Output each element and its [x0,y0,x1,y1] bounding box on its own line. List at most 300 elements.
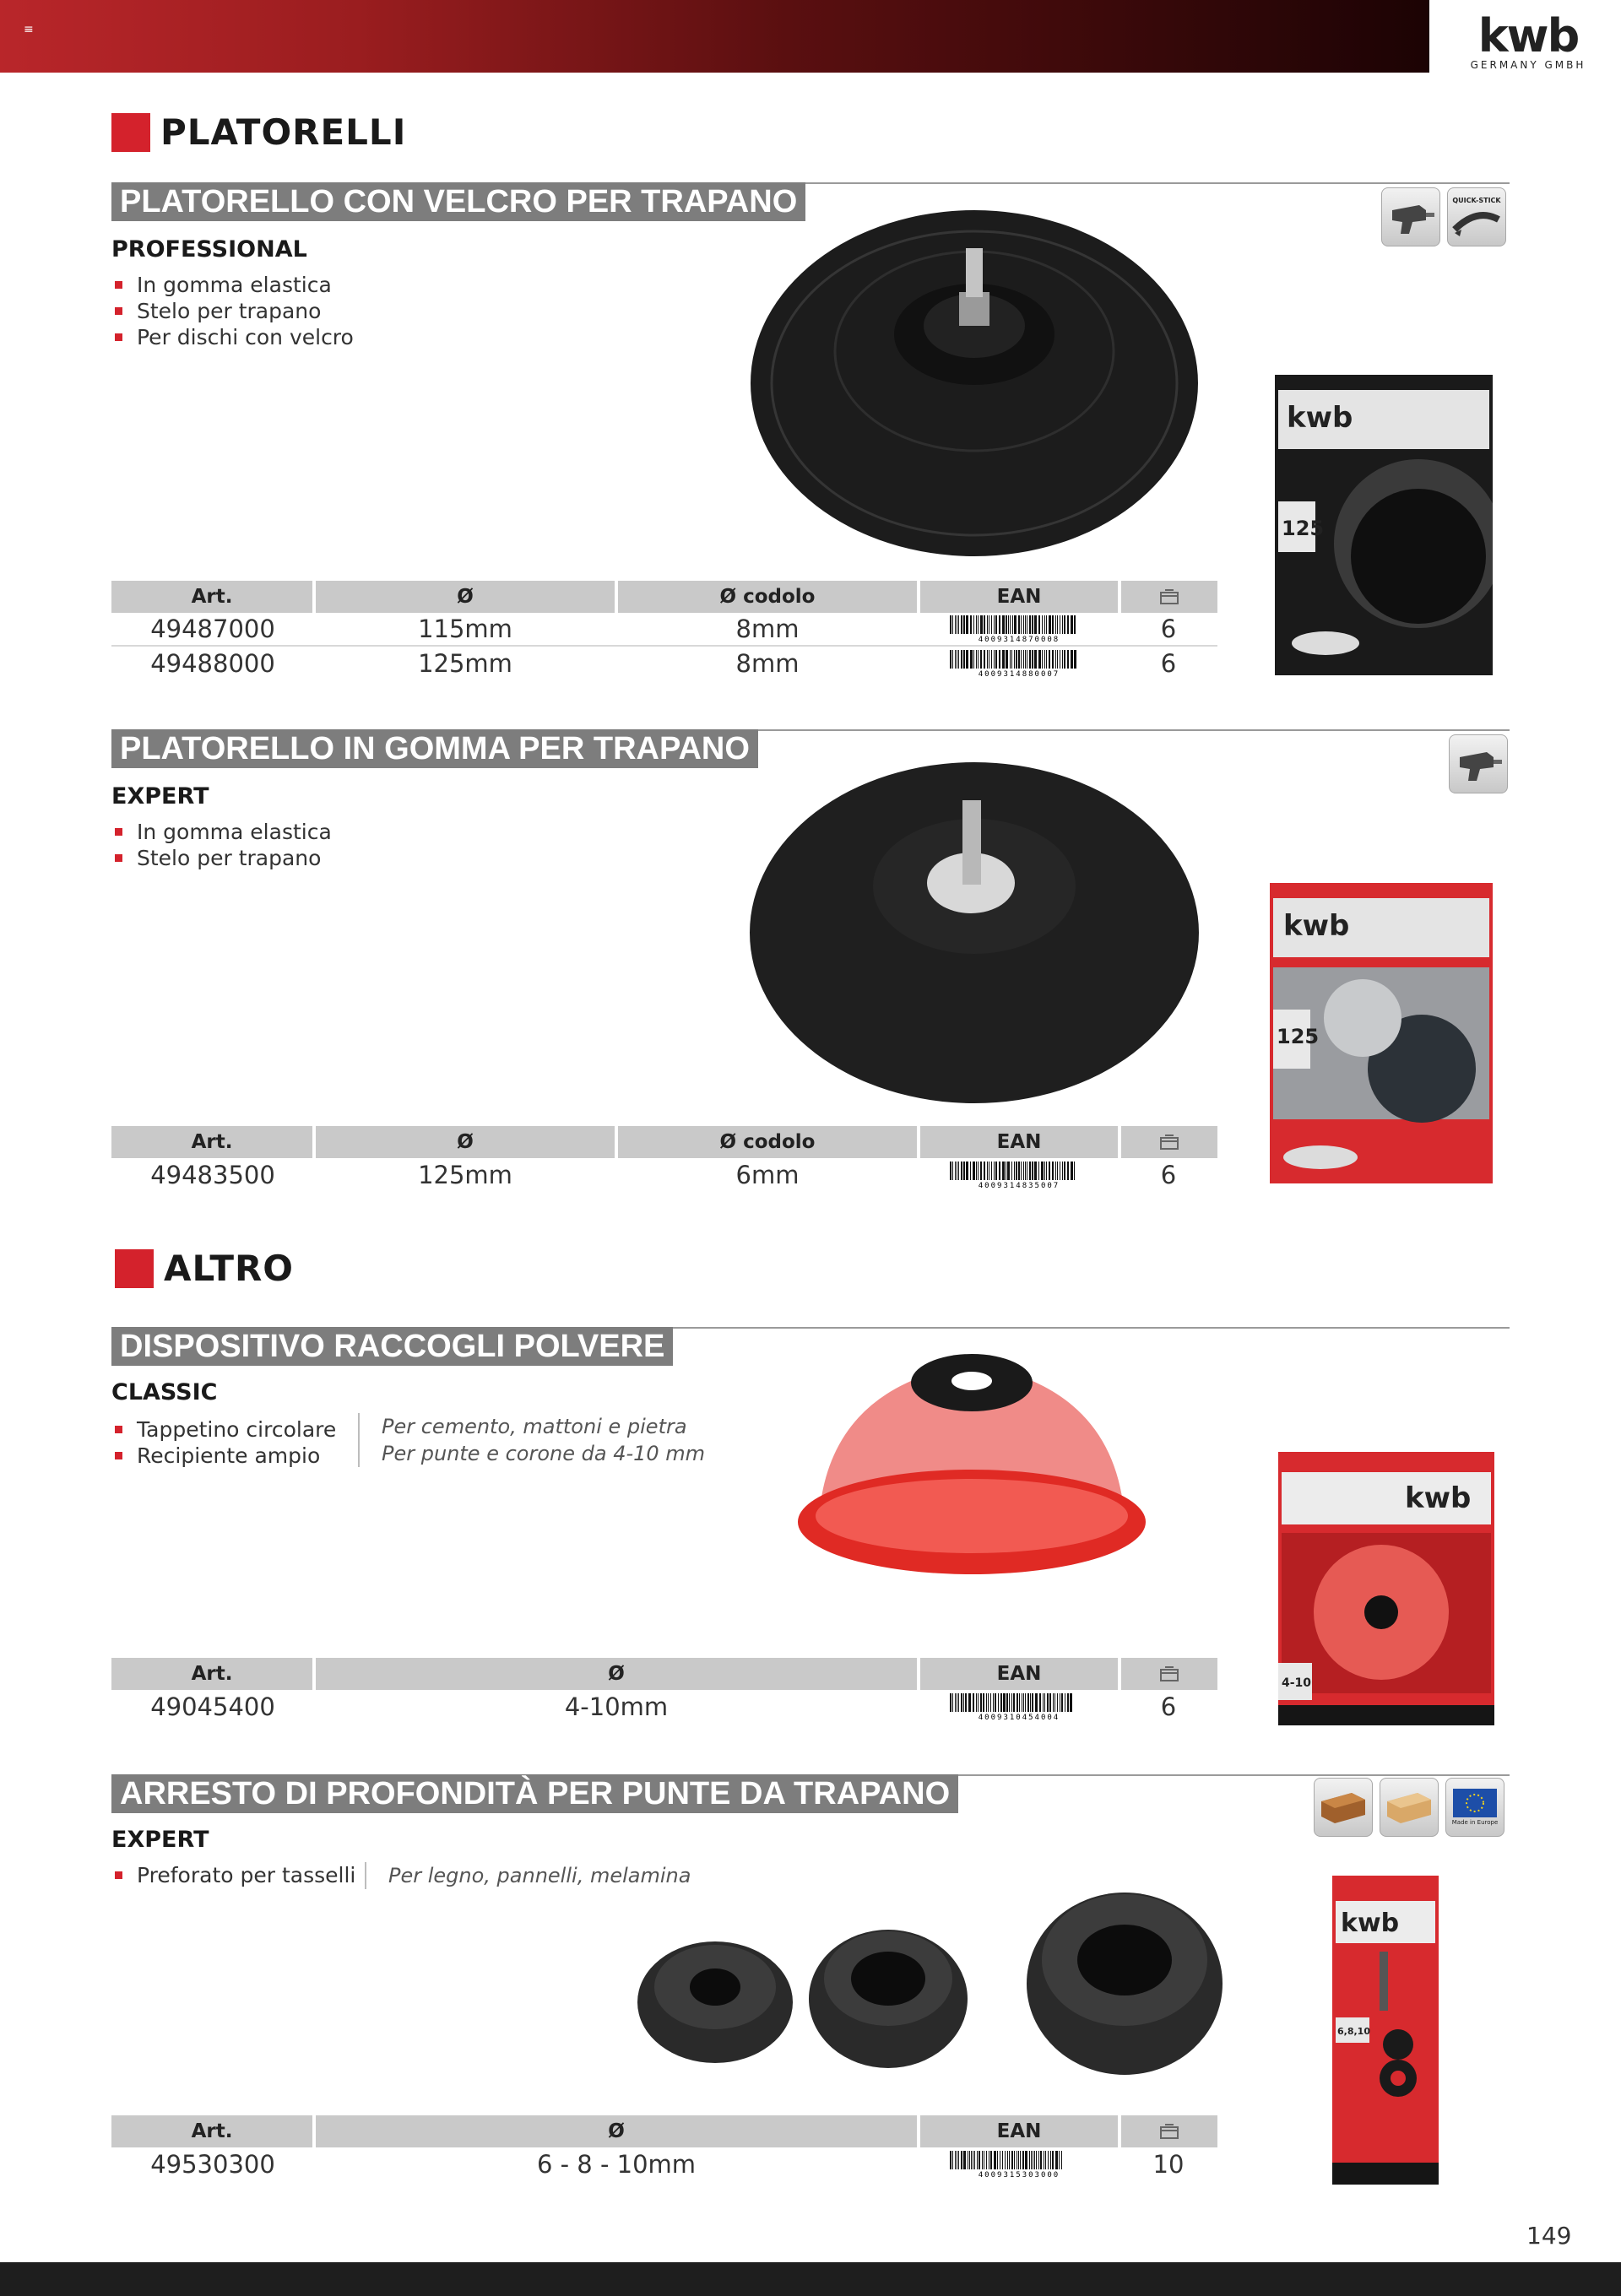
brand-logo-text: kwb [1477,9,1579,62]
barcode-bar [1002,2151,1003,2169]
barcode-bar [1046,1162,1047,1180]
barcode-bar [973,615,974,634]
feature-icons [1314,1778,1504,1837]
barcode-bar [990,2151,992,2169]
barcode-bar [1052,2151,1054,2169]
product-package-rubber-pad [1270,883,1493,1183]
table-header: Art. Ø EAN [111,2115,1217,2147]
barcode-bar [1014,615,1017,634]
brand-tagline: GERMANY GMBH [1470,59,1586,71]
barcode-bar [980,650,982,669]
barcode-bar [987,615,988,634]
barcode-bar [965,1693,967,1712]
barcode-bar [955,1162,956,1180]
product-title: PLATORELLO CON VELCRO PER TRAPANO [111,182,805,221]
barcode-bar [983,1693,984,1712]
barcode-bar [1046,615,1047,634]
section-title-platorelli: PLATORELLI [111,111,406,153]
barcode-bar [998,1693,999,1712]
product-package-velcro-pad [1275,375,1493,675]
barcode-bar [1057,1693,1058,1712]
feature-list [113,1862,355,1888]
barcode [948,1162,1090,1189]
barcode-bar [1023,1162,1024,1180]
barcode-bar [1025,1693,1026,1712]
barcode-bar [1046,650,1047,669]
barcode-bar [973,1162,975,1180]
feature-icons [1381,187,1506,246]
usage-note: Per cemento, mattoni e pietra [382,1415,687,1438]
barcode-bar [1070,1693,1072,1712]
barcode-bar [1012,615,1013,634]
feature-list [113,272,354,350]
barcode-bar [952,1162,953,1180]
barcode-bar [984,615,985,634]
barcode-bar [1029,650,1031,669]
barcode-bar [966,615,968,634]
barcode-bar [963,650,965,669]
table-row: 49045400 4-10mm 4009310454004 6 [150,1692,1177,1721]
barcode-bar [994,1162,995,1180]
barcode-bar [1038,1162,1039,1180]
barcode-bar [1016,1162,1017,1180]
barcode-bar [950,1162,951,1180]
barcode-bar [963,1162,965,1180]
barcode-bar [1052,650,1054,669]
barcode-bar [1067,615,1069,634]
barcode-bar [1025,2151,1027,2169]
product-photo-depth-stops [635,1876,1226,2087]
barcode-bar [1014,650,1015,669]
barcode-bar [1052,1162,1054,1180]
product-title: PLATORELLO IN GOMMA PER TRAPANO [111,729,758,768]
barcode-digits: 4009310454004 [978,1714,1060,1720]
package-icon [1121,1126,1217,1158]
barcode-bar [1006,1693,1008,1712]
feature-icons [1449,734,1508,793]
barcode-bar [1059,2151,1060,2169]
feature-item: In gomma elastica [113,819,332,845]
barcode-bar [961,615,962,634]
drill-icon [1449,734,1508,793]
table-header: Art. Ø Ø codolo EAN [111,581,1217,613]
barcode-bar [966,1162,968,1180]
barcode-bar [1009,2151,1010,2169]
barcode-bar [1007,2151,1008,2169]
barcode-bar [1008,615,1009,634]
article-table [111,1658,1217,1724]
usage-notes [358,1413,705,1467]
usage-note: Per punte e corone da 4-10 mm [382,1442,706,1465]
barcode-bar [970,1162,971,1180]
barcode-bar [994,650,995,669]
barcode-bar [991,615,992,634]
barcode-bar [1064,615,1065,634]
product-package-dust-collector [1278,1452,1494,1725]
barcode-bar [1071,1162,1073,1180]
barcode-digits: 4009314870008 [978,636,1060,642]
barcode-bar [1023,1693,1024,1712]
barcode-bar [1010,615,1011,634]
barcode-bar [1002,650,1005,669]
barcode-bar [1048,2151,1049,2169]
page-number: 149 [1526,2222,1572,2250]
feature-item: In gomma elastica [113,272,354,298]
section-marker [115,1249,154,1288]
barcode-bar [984,1162,985,1180]
barcode-bar [1034,2151,1035,2169]
barcode-bar [1014,1162,1015,1180]
barcode-bar [976,1162,977,1180]
table-row: 49488000 125mm 8mm 4009314880007 6 [150,649,1177,678]
barcode-bar [976,650,977,669]
table-header: Art. Ø Ø codolo EAN [111,1126,1217,1158]
barcode-bar [1064,1162,1065,1180]
barcode-bar [1054,1693,1055,1712]
barcode-bar [1032,1162,1033,1180]
barcode-bar [950,2151,951,2169]
barcode-bar [1061,2151,1062,2169]
barcode-bar [1029,615,1031,634]
feature-item: Per dischi con velcro [113,324,354,350]
barcode-bar [1062,1162,1063,1180]
barcode-bar [1013,1693,1015,1712]
barcode-bar [995,615,997,634]
package-icon [1121,581,1217,613]
barcode-bar [1047,1693,1049,1712]
barcode-bar [973,1693,974,1712]
barcode-bar [1034,1162,1037,1180]
barcode-bar [976,615,977,634]
barcode-bar [1049,615,1051,634]
product-photo-rubber-pad [746,760,1202,1106]
footer-bar [0,2262,1621,2296]
feature-item: Tappetino circolare [113,1416,336,1443]
barcode-bar [958,1693,959,1712]
barcode-bar [955,1693,956,1712]
barcode-bar [984,650,985,669]
barcode-bar [1034,650,1037,669]
barcode-bar [1074,615,1076,634]
barcode-bar [963,2151,966,2169]
barcode-bar [952,2151,953,2169]
barcode-digits: 4009315303000 [978,2171,1060,2178]
barcode-bar [978,1162,979,1180]
barcode-bar [1003,1693,1006,1712]
barcode-bar [986,2151,987,2169]
barcode-bar [990,1693,991,1712]
barcode-bar [1042,650,1043,669]
barcode-bar [1018,1162,1020,1180]
barcode-bar [1018,2151,1019,2169]
barcode-bar [1043,1693,1044,1712]
barcode-bar [1049,1162,1050,1180]
barcode-bar [952,1693,953,1712]
package-size: 125 [1277,1025,1320,1048]
barcode-bar [1011,1162,1012,1180]
package-logo: kwb [1405,1481,1472,1515]
usage-note: Per legno, pannelli, melamina [388,1864,691,1887]
barcode-bar [1038,615,1040,634]
package-logo: kwb [1341,1909,1400,1938]
barcode-bar [1031,2151,1032,2169]
product-grade: PROFESSIONAL [111,236,307,263]
barcode-bar [952,650,953,669]
barcode-bar [1061,1693,1063,1712]
barcode-bar [1018,650,1020,669]
barcode-bar [995,1693,996,1712]
barcode-bar [963,1693,964,1712]
barcode-bar [1023,650,1024,669]
barcode-bar [950,1693,951,1712]
barcode-bar [978,650,979,669]
barcode-bar [1071,615,1073,634]
feature-item: Stelo per trapano [113,845,332,871]
brand-logo [1461,9,1596,73]
product-grade: EXPERT [111,783,209,810]
barcode-bar [1074,1162,1075,1180]
barcode-bar [1005,2151,1006,2169]
barcode-bar [1006,650,1008,669]
feature-item: Stelo per trapano [113,298,354,324]
barcode-bar [978,615,979,634]
barcode-bar [1000,1693,1002,1712]
barcode-bar [1018,615,1020,634]
barcode-bar [1025,650,1026,669]
barcode-bar [1042,615,1043,634]
barcode-bar [1044,615,1045,634]
barcode-bar [1022,2151,1024,2169]
barcode-bar [1055,2151,1058,2169]
wood-icon [1314,1778,1373,1837]
barcode-bar [1057,615,1058,634]
barcode-bar [979,2151,980,2169]
product-photo-velcro-pad [746,208,1202,557]
table-row: 49530300 6 - 8 - 10mm 4009315303000 10 [150,2150,1185,2179]
barcode-bar [1055,615,1056,634]
barcode-bar [993,1693,994,1712]
barcode-bar [988,1693,989,1712]
barcode-bar [973,650,974,669]
barcode-bar [1029,2151,1030,2169]
barcode-bar [1064,650,1065,669]
barcode-bar [980,615,983,634]
barcode-bar [999,615,1000,634]
barcode-bar [1007,1162,1010,1180]
barcode-bar [968,1693,971,1712]
barcode-bar [1011,2151,1013,2169]
barcode [948,1693,1090,1720]
barcode-bar [986,1693,987,1712]
quick-stick-icon: QUICK-STICK [1447,187,1506,246]
barcode-bar [1014,2151,1015,2169]
barcode-bar [1074,650,1076,669]
barcode-bar [999,1162,1000,1180]
barcode-bar [1036,2151,1037,2169]
package-size: 125 [1282,517,1325,540]
barcode-bar [997,2151,998,2169]
barcode-bar [1029,1162,1031,1180]
barcode-bar [963,615,965,634]
barcode-bar [1040,2151,1042,2169]
barcode-bar [950,615,951,634]
barcode-bar [1017,1693,1018,1712]
feature-item: Recipiente ampio [113,1443,336,1469]
barcode-bar [995,1162,997,1180]
barcode-bar [1019,1693,1020,1712]
barcode-bar [1055,1162,1056,1180]
barcode-bar [1041,1162,1044,1180]
barcode-bar [950,650,951,669]
barcode-bar [1010,650,1011,669]
barcode-bar [1009,1693,1010,1712]
product-grade: CLASSIC [111,1379,218,1405]
barcode-bar [1038,650,1041,669]
barcode-bar [1020,2151,1021,2169]
barcode-bar [1035,1693,1038,1712]
barcode-bar [1045,2151,1046,2169]
article-table [111,2115,1217,2181]
barcode-bar [1062,650,1063,669]
barcode-bar [961,650,962,669]
menu-icon[interactable]: ≡ [24,23,34,36]
barcode-bar [966,650,968,669]
package-icon [1121,1658,1217,1690]
barcode-bar [1025,615,1026,634]
barcode-bar [958,615,959,634]
barcode-bar [1023,615,1024,634]
barcode-bar [1032,650,1033,669]
barcode-bar [1021,1162,1022,1180]
barcode-bar [1053,1693,1054,1712]
section-title-altro: ALTRO [115,1248,294,1289]
drill-icon [1381,187,1440,246]
barcode-bar [1032,1693,1033,1712]
barcode [948,2151,1090,2178]
feature-item: Preforato per tasselli [113,1862,355,1888]
barcode-bar [976,1693,977,1712]
barcode-bar [1049,1693,1051,1712]
barcode-bar [982,2151,983,2169]
barcode-bar [1027,1693,1029,1712]
product-package-depth-stops [1332,1876,1439,2185]
barcode-bar [1057,650,1058,669]
feature-list [113,819,332,871]
barcode-digits: 4009314835007 [978,1182,1060,1189]
package-size: 6,8,10 [1337,2026,1370,2037]
table-row: 49487000 115mm 8mm 4009314870008 6 [111,613,1217,647]
barcode-bar [1071,650,1073,669]
barcode-bar [1021,650,1022,669]
barcode-bar [1002,615,1005,634]
barcode-bar [987,650,988,669]
barcode-bar [1021,615,1022,634]
barcode-digits: 4009314880007 [978,670,1060,677]
package-icon [1121,2115,1217,2147]
barcode-bar [1011,650,1012,669]
barcode-bar [1049,650,1050,669]
barcode-bar [961,2151,962,2169]
barcode-bar [1011,1693,1012,1712]
eu-flag-icon: Made in Europe [1445,1778,1504,1837]
barcode-bar [987,1162,988,1180]
barcode-bar [999,650,1000,669]
barcode-bar [970,650,973,669]
product-title: DISPOSITIVO RACCOGLI POLVERE [111,1327,673,1366]
barcode-bar [1039,1693,1041,1712]
table-row: 49483500 125mm 6mm 4009314835007 6 [150,1161,1177,1189]
barcode [948,650,1090,677]
barcode-bar [955,650,956,669]
barcode-bar [961,1162,962,1180]
barcode-bar [1067,650,1069,669]
barcode-bar [1016,650,1017,669]
package-logo: kwb [1283,909,1350,943]
barcode-bar [971,2151,972,2169]
barcode-bar [1032,615,1033,634]
barcode-bar [991,650,992,669]
barcode-bar [1050,2151,1051,2169]
barcode-bar [994,615,995,634]
barcode-bar [970,615,972,634]
barcode-bar [1044,650,1045,669]
barcode-bar [958,2151,959,2169]
barcode-bar [1025,1162,1026,1180]
table-header: Art. Ø EAN [111,1658,1217,1690]
barcode-bar [961,1693,962,1712]
barcode-bar [1062,615,1063,634]
package-size: 4-10 [1282,1676,1312,1690]
barcode-bar [977,2151,978,2169]
package-logo: kwb [1287,401,1353,435]
barcode-bar [1002,1162,1005,1180]
header-bar [0,0,1429,73]
barcode-bar [1055,650,1056,669]
article-table [111,581,1217,680]
barcode-bar [1044,1693,1045,1712]
barcode-bar [955,2151,956,2169]
barcode-bar [995,650,997,669]
barcode-bar [1034,615,1037,634]
barcode-bar [994,2151,996,2169]
barcode-bar [969,2151,970,2169]
product-grade: EXPERT [111,1827,209,1853]
barcode-bar [952,615,953,634]
board-icon [1380,1778,1439,1837]
barcode-bar [1052,615,1054,634]
barcode-bar [980,1693,982,1712]
barcode-bar [958,650,959,669]
barcode-bar [1044,1162,1045,1180]
barcode-bar [1067,1162,1069,1180]
barcode-bar [1030,1693,1031,1712]
barcode-bar [991,1162,992,1180]
barcode-bar [1057,1162,1058,1180]
barcode-bar [974,2151,975,2169]
section-marker [111,113,150,152]
barcode-bar [978,1693,979,1712]
barcode-bar [1067,1693,1069,1712]
article-table [111,1126,1217,1192]
product-photo-dust-collector [794,1349,1150,1594]
barcode-bar [1038,2151,1039,2169]
barcode [948,615,1090,642]
barcode-bar [1006,615,1007,634]
barcode-bar [958,1162,959,1180]
barcode-bar [980,1162,982,1180]
barcode-bar [955,615,956,634]
feature-list [113,1416,336,1469]
